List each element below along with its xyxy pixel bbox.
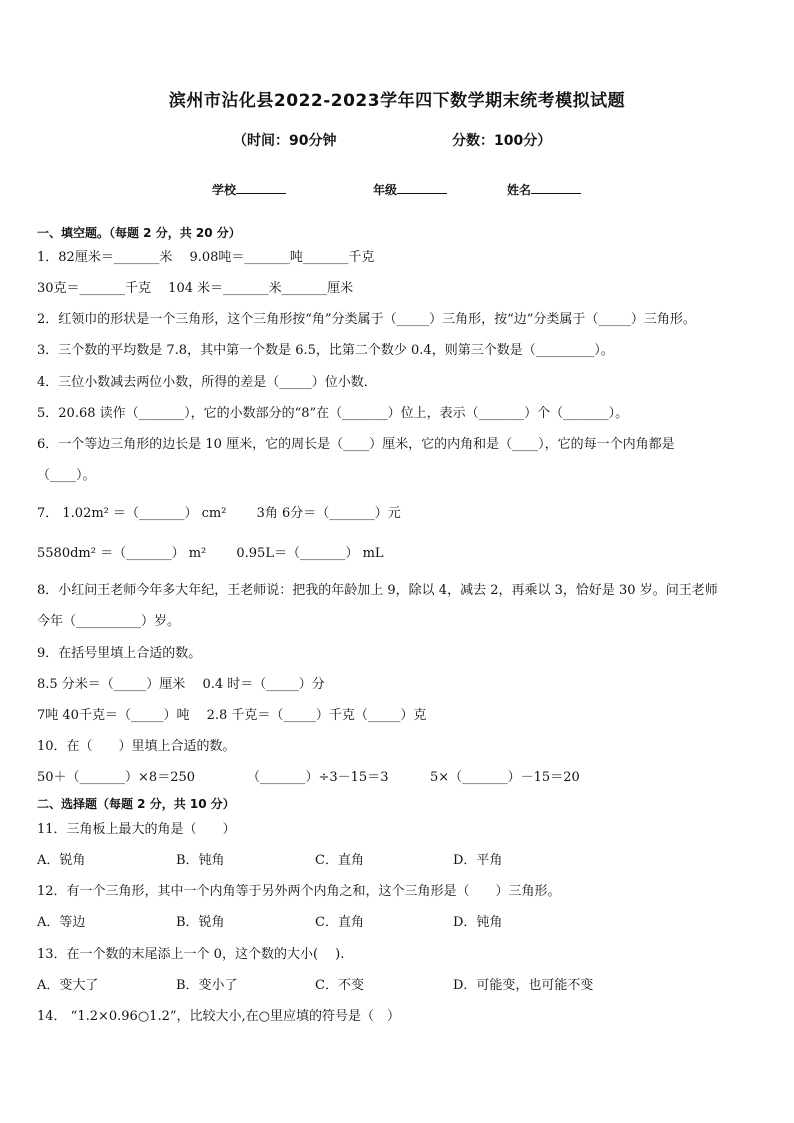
q13-option-d[interactable]: D．可能变，也可能不变 — [453, 978, 594, 993]
question-9b: 7吨 40千克＝（_____）吨 2.8 千克＝（_____）千克（_____）克 — [37, 708, 427, 723]
question-2: 2．红领巾的形状是一个三角形，这个三角形按“角”分类属于（_____）三角形，按“边”分类属于（_____）三角形。 — [37, 312, 696, 327]
question-10c: 5×（_______）－15＝20 — [430, 770, 580, 785]
question-11: 11．三角板上最大的角是（ ） — [37, 822, 236, 837]
question-6b: （____）。 — [37, 468, 96, 483]
q13-option-c[interactable]: C．不变 — [315, 978, 364, 993]
score-info: 分数：100分） — [452, 133, 552, 149]
question-1a: 1．82厘米＝_______米 9.08吨＝_______吨_______千克 — [37, 250, 375, 265]
q11-option-d[interactable]: D．平角 — [453, 853, 503, 868]
q12-option-c[interactable]: C．直角 — [315, 915, 364, 930]
time-info: （时间：90分钟 — [233, 133, 337, 149]
q13-option-b[interactable]: B．变小了 — [176, 978, 238, 993]
q12-option-a[interactable]: A．等边 — [37, 915, 86, 930]
q12-option-b[interactable]: B．锐角 — [176, 915, 225, 930]
school-label: 学校 — [212, 183, 237, 197]
question-9a: 8.5 分米＝（_____）厘米 0.4 时＝（_____）分 — [37, 677, 325, 692]
q11-option-a[interactable]: A．锐角 — [37, 853, 86, 868]
q13-option-a[interactable]: A．变大了 — [37, 978, 99, 993]
name-field[interactable] — [507, 181, 581, 198]
q12-option-d[interactable]: D．钝角 — [453, 915, 503, 930]
page-title: 滨州市沾化县2022-2023学年四下数学期末统考模拟试题 — [168, 91, 626, 111]
question-10b: （_______）÷3－15＝3 — [247, 770, 389, 785]
question-1b: 30克＝_______千克 104 米＝_______米_______厘米 — [37, 281, 354, 296]
name-label: 姓名 — [507, 183, 532, 197]
name-blank[interactable] — [531, 182, 581, 194]
section-heading-fill: 一、填空题。（每题 2 分，共 20 分） — [37, 226, 241, 240]
q11-option-c[interactable]: C．直角 — [315, 853, 364, 868]
question-14: 14． “1.2×0.96○1.2”，比较大小,在○里应填的符号是（ ） — [37, 1009, 400, 1024]
question-7a: 7． 1.02m² ＝（_______） cm² 3角 6分＝（_______）元 — [37, 506, 401, 521]
question-4: 4．三位小数减去两位小数，所得的差是（_____）位小数． — [37, 375, 377, 390]
question-13: 13．在一个数的末尾添上一个 0，这个数的大小( ). — [37, 947, 345, 962]
question-12: 12．有一个三角形，其中一个内角等于另外两个内角之和，这个三角形是（ ）三角形。 — [37, 884, 561, 899]
grade-blank[interactable] — [397, 182, 447, 194]
school-field[interactable] — [212, 181, 286, 198]
question-6a: 6．一个等边三角形的边长是 10 厘米，它的周长是（____）厘米，它的内角和是（____），它的每一个内角都是 — [37, 437, 675, 452]
grade-field[interactable] — [373, 181, 447, 198]
question-7b: 5580dm² ＝（_______） m² 0.95L＝（_______） mL — [37, 546, 384, 561]
question-8a: 8．小红问王老师今年多大年纪，王老师说：把我的年龄加上 9，除以 4，减去 2，再乘以 3，恰好是 30 岁。问王老师 — [37, 583, 718, 598]
question-8b: 今年（__________）岁。 — [37, 614, 181, 629]
section-heading-choice: 二、选择题（每题 2 分，共 10 分） — [37, 797, 235, 811]
school-blank[interactable] — [236, 182, 286, 194]
grade-label: 年级 — [373, 183, 398, 197]
question-10: 10．在（ ）里填上合适的数。 — [37, 739, 236, 754]
question-10a: 50＋（_______）×8＝250 — [37, 770, 196, 785]
question-3: 3．三个数的平均数是 7.8，其中第一个数是 6.5，比第二个数少 0.4，则第三个数是（_________）。 — [37, 343, 614, 358]
q11-option-b[interactable]: B．钝角 — [176, 853, 225, 868]
question-5: 5．20.68 读作（_______），它的小数部分的“8”在（_______）位上，表示（_______）个（_______）。 — [37, 406, 629, 421]
question-9: 9．在括号里填上合适的数。 — [37, 646, 202, 661]
